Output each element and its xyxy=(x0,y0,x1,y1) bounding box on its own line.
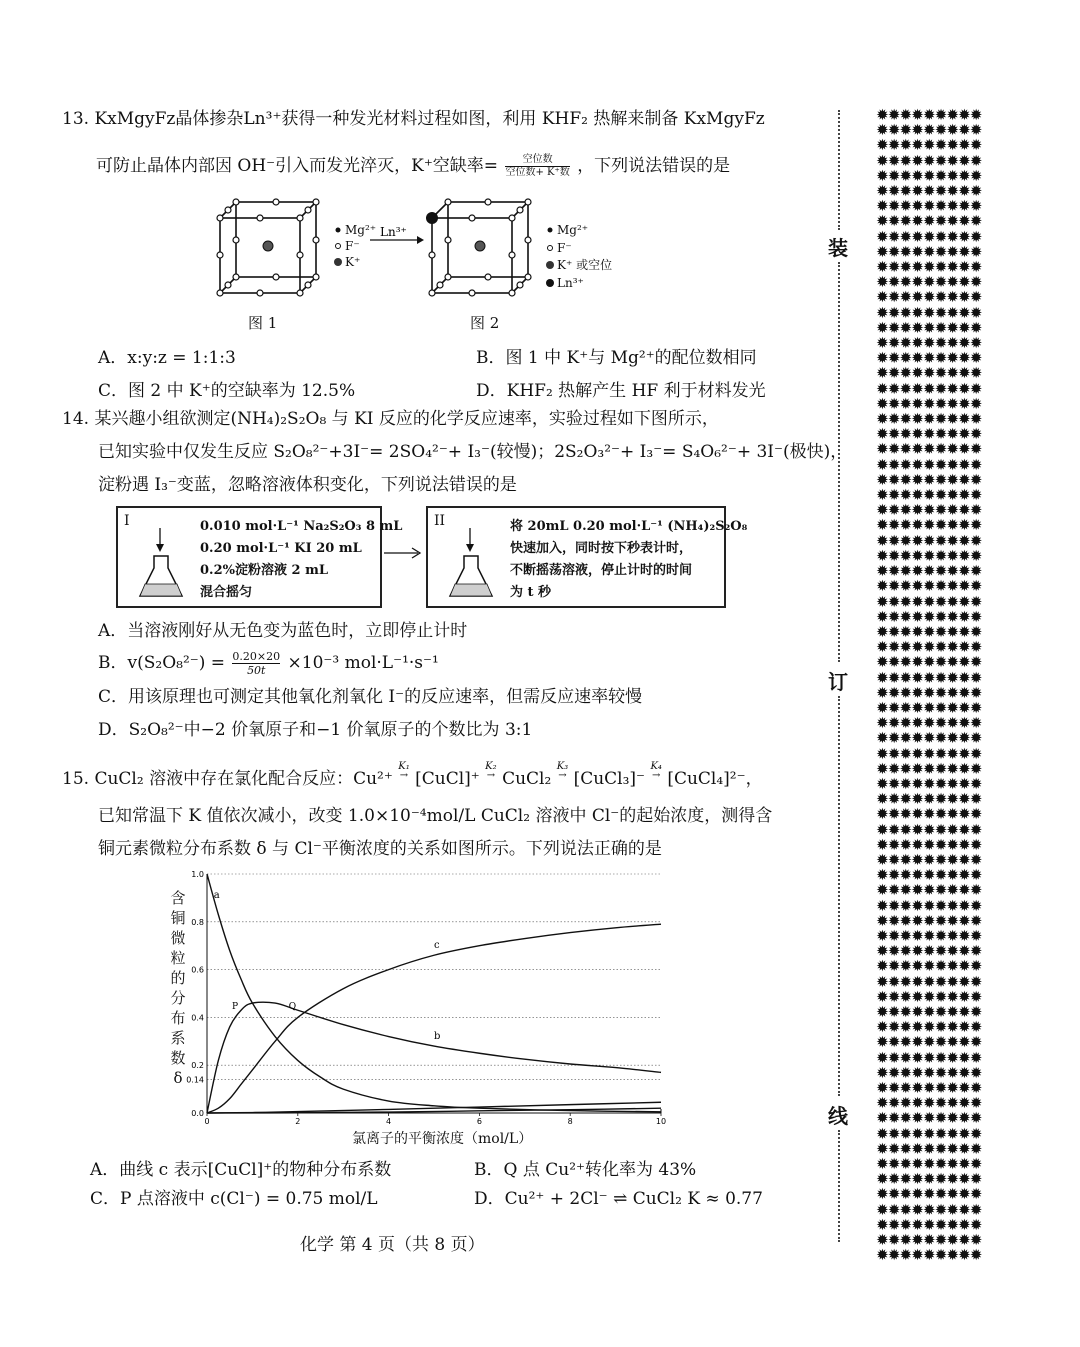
point-label-p: P xyxy=(232,1002,239,1013)
q15-line3: 铜元素微粒分布系数 δ 与 Cl⁻平衡浓度的关系如图所示。下列说法正确的是 xyxy=(98,839,662,859)
binding-dots xyxy=(838,1130,844,1242)
y-tick-label: 0.14 xyxy=(186,1075,204,1085)
box1-line-4: 混合摇匀 xyxy=(200,585,253,600)
ylabel-char: 布 xyxy=(170,1009,186,1027)
q13-option-c[interactable]: C．图 2 中 K⁺的空缺率为 12.5% xyxy=(98,381,356,401)
arrow-label: Ln³⁺ xyxy=(380,225,407,239)
experiment-box-1 xyxy=(116,506,403,608)
box1-label: I xyxy=(124,513,130,529)
fig1-legend-f: F⁻ xyxy=(345,239,360,253)
fig1-legend-k: K⁺ xyxy=(345,255,361,269)
q15-number: 15. xyxy=(62,769,90,789)
q13-frac-num: 空位数 xyxy=(505,154,569,167)
q14-option-d[interactable]: D．S₂O₈²⁻中−2 价氧原子和−1 价氧原子的个数比为 3:1 xyxy=(98,720,533,740)
q14-b-fraction xyxy=(232,650,280,677)
k2-arrow: K₂ → xyxy=(485,761,497,781)
q15-line1 xyxy=(62,762,763,790)
box2-line-1: 将 20mL 0.20 mol·L⁻¹ (NH₄)₂S₂O₈ xyxy=(510,519,748,534)
box2-line-4: 为 t 秒 xyxy=(510,585,552,600)
species-cucl4: [CuCl₄]²⁻， xyxy=(667,769,763,789)
q13-frac-den: 空位数+ K⁺数 xyxy=(505,167,570,178)
ylabel-char: 数 xyxy=(170,1049,186,1067)
x-tick-label: 6 xyxy=(476,1117,482,1126)
y-tick-label: 0.4 xyxy=(191,1013,204,1023)
q13-stem-1: KxMgyFz晶体掺杂Ln³⁺获得一种发光材料过程如图，利用 KHF₂ 热解来制备 KxMgyFz xyxy=(94,109,765,129)
x-tick-label: 10 xyxy=(655,1117,667,1126)
flask-icon xyxy=(446,526,496,600)
species-cucl2: CuCl₂ xyxy=(502,769,552,789)
q13-crystal-figure xyxy=(210,188,650,308)
ylabel-char: 的 xyxy=(170,969,186,987)
q13-option-b[interactable]: B．图 1 中 K⁺与 Mg²⁺的配位数相同 xyxy=(476,348,757,368)
box1-line-1: 0.010 mol·L⁻¹ Na₂S₂O₃ 8 mL xyxy=(200,519,403,534)
curve-label-a: a xyxy=(213,889,220,901)
series-line-a xyxy=(207,874,661,1112)
q15-line2: 已知常温下 K 值依次减小，改变 1.0×10⁻⁴mol/L CuCl₂ 溶液中 Cl⁻的起始浓度，测得含 xyxy=(98,806,773,826)
series-line-b xyxy=(207,1002,661,1113)
q14-line2: 已知实验中仅发生反应 S₂O₈²⁻+3I⁻= 2SO₄²⁻+ I₃⁻(较慢)；2S₂O₃²⁻+ I₃⁻= S₄O₆²⁻+ 3I⁻(极快)， xyxy=(98,442,848,462)
k1-arrow: K₁ → xyxy=(398,761,410,781)
binding-char-zhuang: 装 xyxy=(828,236,848,260)
curve-label-c: c xyxy=(434,940,440,952)
y-tick-label: 0.0 xyxy=(191,1109,204,1118)
x-tick-label: 0 xyxy=(204,1117,210,1126)
k1-label: K₁ xyxy=(398,761,410,772)
fig2-legend-k: K⁺ 或空位 xyxy=(557,258,613,272)
q14-b-suffix: ×10⁻³ mol·L⁻¹·s⁻¹ xyxy=(287,653,439,673)
q13-stem-2a: 可防止晶体内部因 OH⁻引入而发光淬灭，K⁺空缺率= xyxy=(96,156,499,176)
x-tick-label: 8 xyxy=(567,1117,573,1126)
experiment-box-2 xyxy=(426,506,748,608)
ylabel-char: 微 xyxy=(170,929,186,947)
q14-stem-1: 某兴趣小组欲测定(NH₄)₂S₂O₈ 与 KI 反应的化学反应速率，实验过程如下图所示， xyxy=(94,409,719,429)
q13-line1 xyxy=(62,108,765,130)
page-footer: 化学 第 4 页（共 8 页） xyxy=(300,1235,485,1255)
binding-dots xyxy=(838,110,844,230)
k4-arrow: K₄ → xyxy=(650,761,662,781)
x-tick-label: 2 xyxy=(295,1117,301,1126)
fig2-legend-ln: Ln³⁺ xyxy=(557,276,584,290)
q15-option-a[interactable]: A．曲线 c 表示[CuCl]⁺的物种分布系数 xyxy=(90,1160,392,1180)
binding-char-xian: 线 xyxy=(828,1104,848,1128)
chart-xlabel: 氯离子的平衡浓度（mol/L） xyxy=(352,1131,533,1147)
species-cucl: [CuCl]⁺ xyxy=(415,769,480,789)
q13-option-a[interactable]: A．x:y:z = 1:1:3 xyxy=(98,348,236,368)
gear-border-pattern: ✹✹✹✹✹✹✹✹✹ ✹✹✹✹✹✹✹✹✹ ✹✹✹✹✹✹✹✹✹ ✹✹✹✹✹✹✹✹✹ ✹✹✹✹✹✹✹✹✹ ✹✹✹✹✹✹✹✹✹ ✹✹✹✹✹✹✹✹✹ ✹✹✹✹✹✹✹✹✹ ✹✹✹✹✹✹✹✹✹ ✹✹✹✹✹✹✹✹✹ ✹✹✹✹✹✹✹✹✹ ✹✹✹✹✹✹✹✹✹ ✹✹✹✹✹✹✹✹✹ ✹✹✹✹✹✹✹✹✹ ✹✹✹✹✹✹✹✹✹ ✹✹✹✹✹✹✹✹✹ ✹✹✹✹✹✹✹✹✹ ✹✹✹✹✹✹✹✹✹ ✹✹✹✹✹✹✹✹✹ ✹✹✹✹✹✹✹✹✹ ✹✹✹✹✹✹✹✹✹ ✹✹✹✹✹✹✹✹✹ ✹✹✹✹✹✹✹✹✹ ✹✹✹✹✹✹✹✹✹ ✹✹✹✹✹✹✹✹✹ ✹✹✹✹✹✹✹✹✹ ✹✹✹✹✹✹✹✹✹ ✹✹✹✹✹✹✹✹✹ ✹✹✹✹✹✹✹✹✹ ✹✹✹✹✹✹✹✹✹ ✹✹✹✹✹✹✹✹✹ ✹✹✹✹✹✹✹✹✹ ✹✹✹✹✹✹✹✹✹ ✹✹✹✹✹✹✹✹✹ ✹✹✹✹✹✹✹✹✹ ✹✹✹✹✹✹✹✹✹ ✹✹✹✹✹✹✹✹✹ ✹✹✹✹✹✹✹✹✹ ✹✹✹✹✹✹✹✹✹ ✹✹✹✹✹✹✹✹✹ ✹✹✹✹✹✹✹✹✹ ✹✹✹✹✹✹✹✹✹ ✹✹✹✹✹✹✹✹✹ ✹✹✹✹✹✹✹✹✹ ✹✹✹✹✹✹✹✹✹ ✹✹✹✹✹✹✹✹✹ ✹✹✹✹✹✹✹✹✹ ✹✹✹✹✹✹✹✹✹ ✹✹✹✹✹✹✹✹✹ ✹✹✹✹✹✹✹✹✹ ✹✹✹✹✹✹✹✹✹ ✹✹✹✹✹✹✹✹✹ ✹✹✹✹✹✹✹✹✹ ✹✹✹✹✹✹✹✹✹ ✹✹✹✹✹✹✹✹✹ ✹✹✹✹✹✹✹✹✹ ✹✹✹✹✹✹✹✹✹ ✹✹✹✹✹✹✹✹✹ ✹✹✹✹✹✹✹✹✹ ✹✹✹✹✹✹✹✹✹ ✹✹✹✹✹✹✹✹✹ ✹✹✹✹✹✹✹✹✹ ✹✹✹✹✹✹✹✹✹ ✹✹✹✹✹✹✹✹✹ ✹✹✹✹✹✹✹✹✹ ✹✹✹✹✹✹✹✹✹ ✹✹✹✹✹✹✹✹✹ ✹✹✹✹✹✹✹✹✹ ✹✹✹✹✹✹✹✹✹ ✹✹✹✹✹✹✹✹✹ ✹✹✹✹✹✹✹✹✹ ✹✹✹✹✹✹✹✹✹ ✹✹✹✹✹✹✹✹✹ ✹✹✹✹✹✹✹✹✹ ✹✹✹✹✹✹✹✹✹ ✹✹✹✹✹✹✹✹✹ xyxy=(876,106,982,1265)
fig2-caption: 图 2 xyxy=(470,314,500,332)
flask-icon xyxy=(136,526,186,600)
q14-line3: 淀粉遇 I₃⁻变蓝，忽略溶液体积变化，下列说法错误的是 xyxy=(98,475,517,495)
k3-label: K₃ xyxy=(556,761,569,772)
q15-option-c[interactable]: C．P 点溶液中 c(Cl⁻) = 0.75 mol/L xyxy=(90,1189,378,1209)
x-tick-label: 4 xyxy=(386,1117,392,1126)
box1-line-2: 0.20 mol·L⁻¹ KI 20 mL xyxy=(200,541,362,556)
q15-option-d[interactable]: D．Cu²⁺ + 2Cl⁻ ⇌ CuCl₂ K ≈ 0.77 xyxy=(474,1189,763,1209)
ylabel-char: 分 xyxy=(170,989,186,1007)
y-tick-label: 0.6 xyxy=(191,965,204,975)
q14-b-den: 50t xyxy=(247,664,266,677)
y-tick-label: 0.8 xyxy=(191,917,204,927)
distribution-chart xyxy=(185,866,675,1128)
ylabel-char: 粒 xyxy=(170,949,186,967)
ylabel-char: 铜 xyxy=(170,909,186,927)
q14-option-c[interactable]: C．用该原理也可测定其他氧化剂氧化 I⁻的反应速率，但需反应速率较慢 xyxy=(98,687,643,707)
binding-dots xyxy=(838,262,844,662)
series-line-c xyxy=(207,924,661,1113)
box-arrow-icon xyxy=(382,546,426,560)
q14-option-a[interactable]: A．当溶液刚好从无色变为蓝色时，立即停止计时 xyxy=(98,621,468,641)
q14-b-num: 0.20×20 xyxy=(232,650,281,663)
point-label-q: Q xyxy=(288,1002,297,1013)
box1-line-3: 0.2%淀粉溶液 2 mL xyxy=(200,563,328,578)
fig2-legend-f: F⁻ xyxy=(557,241,572,255)
q14-number: 14. xyxy=(62,409,90,429)
q13-stem-2b: ，下列说法错误的是 xyxy=(577,156,731,176)
fig2-legend-mg: Mg²⁺ xyxy=(557,223,589,237)
fig1-caption: 图 1 xyxy=(248,314,278,332)
fig1-center-k xyxy=(263,241,273,251)
q13-option-d[interactable]: D．KHF₂ 热解产生 HF 利于材料发光 xyxy=(476,381,766,401)
curve-label-b: b xyxy=(434,1030,441,1042)
box2-label: II xyxy=(434,513,446,529)
k4-label: K₄ xyxy=(650,761,662,772)
ylabel-char: δ xyxy=(173,1069,183,1087)
ylabel-char: 含 xyxy=(170,889,186,907)
box2-line-3: 不断摇荡溶液，停止计时的时间 xyxy=(510,563,693,578)
y-tick-label: 1.0 xyxy=(191,870,204,879)
ylabel-char: 系 xyxy=(170,1029,186,1047)
y-tick-label: 0.2 xyxy=(191,1061,204,1071)
q15-option-b[interactable]: B．Q 点 Cu²⁺转化率为 43% xyxy=(474,1160,697,1180)
k3-arrow: K₃ → xyxy=(556,761,569,781)
q15-stem-1a: CuCl₂ 溶液中存在氯化配合反应：Cu²⁺ xyxy=(94,769,393,789)
q14-line1 xyxy=(62,408,719,430)
q14-b-prefix: B．v(S₂O₈²⁻) = xyxy=(98,653,226,673)
binding-dots xyxy=(838,696,844,1096)
fig1-legend-mg: Mg²⁺ xyxy=(345,223,377,237)
box2-line-2: 快速加入，同时按下秒表计时， xyxy=(510,541,693,556)
q13-line2 xyxy=(96,154,730,179)
q13-number: 13. xyxy=(62,109,90,129)
k2-label: K₂ xyxy=(485,761,497,772)
species-cucl3: [CuCl₃]⁻ xyxy=(573,769,646,789)
binding-char-ding: 订 xyxy=(828,670,848,694)
fig2-ln-atom xyxy=(426,212,438,224)
q13-vacancy-fraction xyxy=(505,154,569,179)
q14-option-b[interactable] xyxy=(98,648,439,677)
